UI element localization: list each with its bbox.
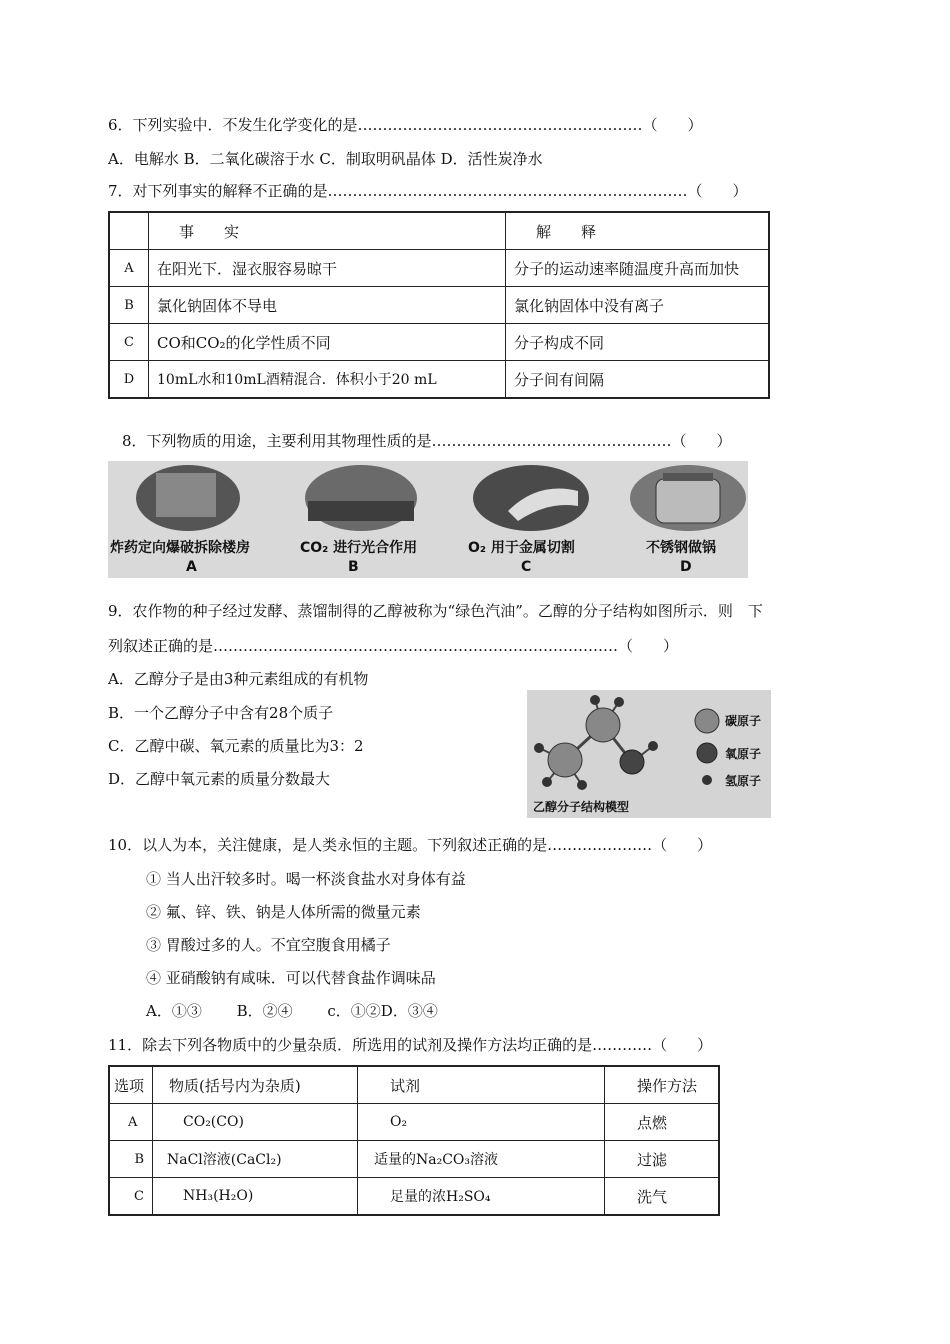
row-label: C [109,1178,153,1216]
method-cell: 洗气 [605,1178,720,1216]
hydrogen-atom [577,780,587,790]
fact-cell: 10mL水和10mL酒精混合．体积小于20 mL [149,361,506,399]
ethanol-model-figure [527,690,771,818]
oxygen-atom [620,750,644,774]
substance-cell: NaCl溶液(CaCl₂) [153,1141,358,1178]
table-row [109,1178,719,1216]
table-row [109,287,769,324]
fact-cell: CO和CO₂的化学性质不同 [149,324,506,361]
q11-table [108,1065,720,1216]
hydrogen-atom [648,741,658,751]
legend-carbon: 碳原子 [725,714,762,728]
caption-b: CO₂ 进行光合作用 [300,540,418,556]
q9-option-d: D．乙醇中氧元素的质量分数最大 [108,770,331,788]
header-cell [109,212,149,250]
hydrogen-atom [590,695,600,705]
table-row [109,1104,719,1141]
explain-cell: 氯化钠固体中没有离子 [506,287,770,324]
q10-item-4: ④ 亚硝酸钠有咸味．可以代替食盐作调味品 [146,969,436,987]
legend-hydrogen: 氢原子 [725,774,762,788]
q10-item-1: ① 当人出汗较多时。喝一杯淡食盐水对身体有益 [146,870,466,888]
row-label: D [109,361,149,399]
explain-cell: 分子间有间隔 [506,361,770,399]
row-label: A [109,250,149,287]
header-cell: 操作方法 [605,1066,720,1104]
substance-cell: NH₃(H₂O) [153,1178,358,1216]
carbon-atom [586,708,620,742]
table-row [109,324,769,361]
substance-cell: CO₂(CO) [153,1104,358,1141]
caption-c: O₂ 用于金属切割 [468,540,575,556]
model-caption: 乙醇分子结构模型 [533,800,630,814]
letter-a: A [186,559,197,575]
q8-photos [108,461,748,578]
q8-stem: 8．下列物质的用途，主要利用其物理性质的是…………………………………………（ ） [122,432,732,450]
method-cell: 过滤 [605,1141,720,1178]
q7-table [108,211,770,399]
q11-stem: 11．除去下列各物质中的少量杂质．所选用的试剂及操作方法均正确的是…………（ ） [108,1036,713,1054]
reagent-cell: 适量的Na₂CO₃溶液 [358,1141,605,1178]
legend-carbon-icon [695,709,719,733]
q6-options: A．电解水 B．二氧化碳溶于水 C．制取明矾晶体 D．活性炭净水 [108,150,543,168]
explain-cell: 分子的运动速率随温度升高而加快 [506,250,770,287]
table-row [109,1141,719,1178]
carbon-atom [548,743,582,777]
q8-figure [108,461,748,578]
forest-photo [305,465,417,531]
header-cell: 物质(括号内为杂质) [153,1066,358,1104]
q9-option-b: B．一个乙醇分子中含有28个质子 [108,704,334,722]
header-cell: 解 释 [506,212,770,250]
table-header-row [109,212,769,250]
q9-stem-1: 9．农作物的种子经过发酵、蒸馏制得的乙醇被称为“绿色汽油”。乙醇的分子结构如图所示．则 下 [108,602,763,620]
explain-cell: 分子构成不同 [506,324,770,361]
method-cell: 点燃 [605,1104,720,1141]
q9-option-c: C．乙醇中碳、氧元素的质量比为3：2 [108,737,364,755]
row-label: C [109,324,149,361]
q7-stem: 7．对下列事实的解释不正确的是………………………………………………………………（ ） [108,182,748,200]
legend-oxygen: 氧原子 [725,747,762,761]
row-label: A [109,1104,153,1141]
q9-option-a: A．乙醇分子是由3种元素组成的有机物 [108,670,369,688]
row-label: B [109,287,149,324]
letter-c: C [521,559,532,575]
q10-item-2: ② 氟、锌、铁、钠是人体所需的微量元素 [146,903,421,921]
letter-b: B [348,559,359,575]
header-cell: 选项 [109,1066,153,1104]
q6-stem: 6．下列实验中．不发生化学变化的是…………………………………………………（ ） [108,116,703,134]
fact-cell: 在阳光下．湿衣服容易晾干 [149,250,506,287]
table-row [109,361,769,399]
hydrogen-atom [614,697,624,707]
row-label: B [109,1141,153,1178]
q10-options: A．①③ B．②④ c．①②D．③④ [146,1002,438,1020]
header-cell: 事 实 [149,212,506,250]
letter-d: D [680,559,692,575]
reagent-cell: 足量的浓H₂SO₄ [358,1178,605,1216]
hydrogen-atom [534,743,544,753]
reagent-cell: O₂ [358,1104,605,1141]
header-cell: 试剂 [358,1066,605,1104]
q9-stem-2: 列叙述正确的是………………………………………………………………………（ ） [108,637,679,655]
legend-hydrogen-icon [702,775,712,785]
caption-d: 不锈钢做锅 [646,540,716,556]
legend-oxygen-icon [697,743,717,763]
q10-stem: 10．以人为本，关注健康，是人类永恒的主题。下列叙述正确的是…………………（ ） [108,836,713,854]
caption-a: 炸药定向爆破拆除楼房 [110,540,250,556]
q10-item-3: ③ 胃酸过多的人。不宜空腹食用橘子 [146,936,391,954]
table-row [109,250,769,287]
hydrogen-atom [542,777,552,787]
table-header-row [109,1066,719,1104]
fact-cell: 氯化钠固体不导电 [149,287,506,324]
